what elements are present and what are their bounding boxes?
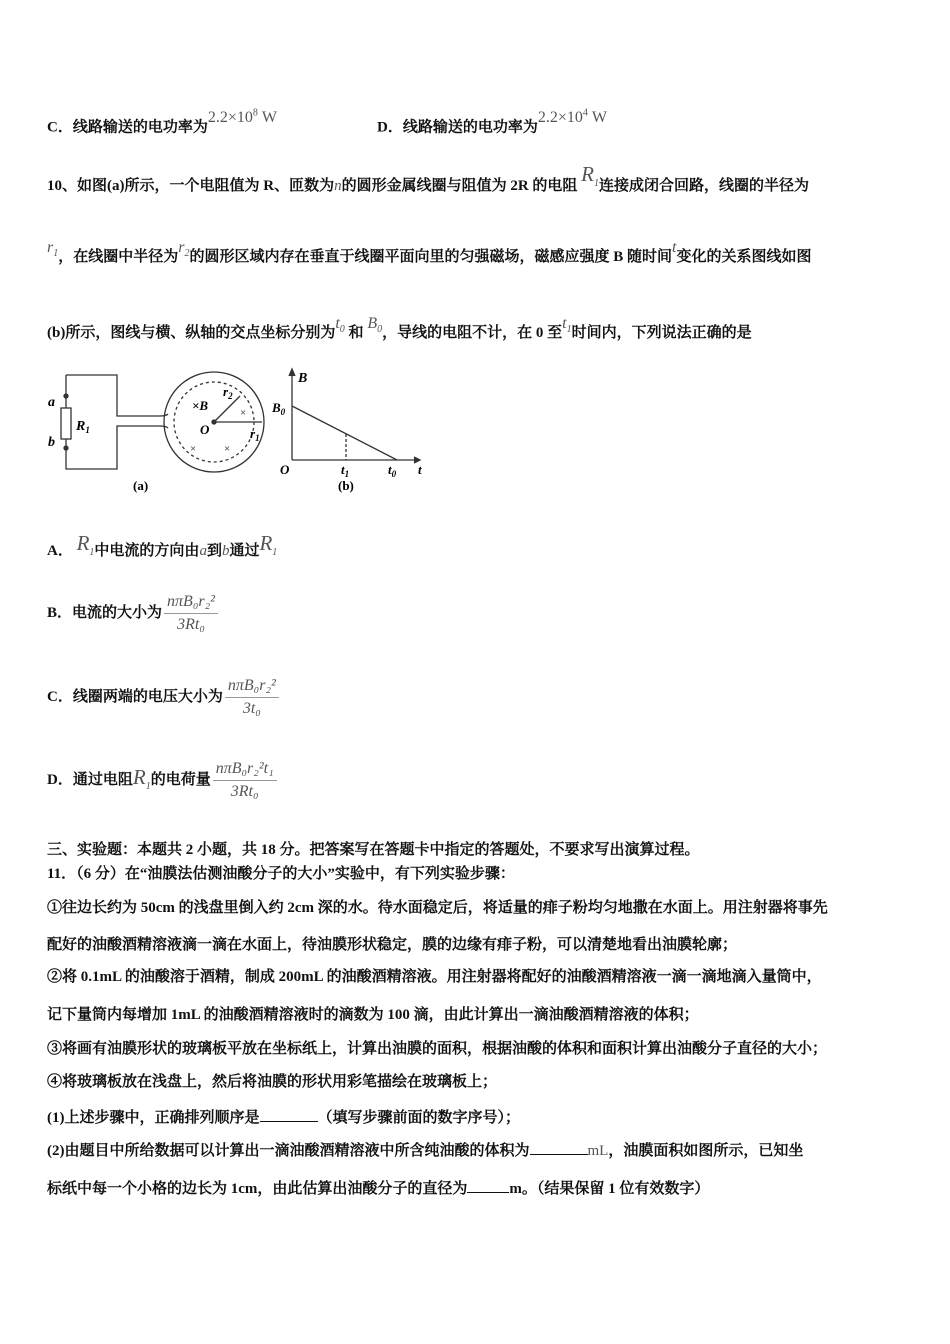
q9-option-d	[377, 108, 607, 137]
q11-step1-line1: ①往边长约为 50cm 的浅盘里倒入约 2cm 深的水。待水面稳定后，将适量的痱子粉均匀地撒在水面上。用注射器将事先	[47, 900, 828, 916]
math-r1	[47, 239, 59, 260]
symbol: t	[562, 315, 567, 332]
math-a: a	[199, 543, 207, 559]
q10-stem-line1	[47, 162, 810, 203]
text: m。（结果保留 1 位有效数字）	[509, 1181, 710, 1197]
node-a	[64, 394, 68, 398]
subscript: 1	[594, 178, 599, 190]
resistor-R1	[61, 408, 71, 439]
symbol: R	[76, 531, 90, 555]
label-t1	[341, 462, 349, 479]
symbol: R	[76, 419, 86, 434]
label-a: a	[48, 395, 55, 410]
svg-text:×: ×	[190, 443, 197, 455]
text: (1)上述步骤中，正确排列顺序是	[47, 1110, 260, 1126]
text: 10、如图(a)所示，一个电阻值为 R、匝数为	[47, 178, 335, 194]
label-r1	[250, 426, 260, 443]
q10-stem-line2	[47, 239, 812, 273]
text: 线圈两端的电压大小为	[72, 688, 223, 705]
symbol: R	[581, 162, 594, 186]
subscript: 1	[272, 547, 278, 559]
subscript: 0	[391, 469, 397, 479]
label-O: O	[200, 422, 210, 437]
text: 通过电阻	[72, 771, 133, 788]
text: 的电荷量	[150, 771, 211, 788]
label-B0	[271, 400, 286, 417]
subscript: 1	[344, 469, 350, 479]
q10-figure	[40, 360, 440, 505]
node-b	[64, 446, 68, 450]
subscript: 0	[339, 324, 345, 336]
math-t1	[562, 315, 572, 336]
option-label: D．	[377, 119, 403, 136]
axis-label-B: B	[298, 371, 308, 386]
math-B0	[367, 315, 383, 336]
center-O	[212, 420, 216, 424]
fraction	[164, 593, 218, 634]
q11-title: 11．（6 分）在“油膜法估测油酸分子的大小”实验中，有下列实验步骤：	[47, 866, 515, 882]
text: 电流的大小为	[72, 604, 163, 621]
q10-option-d	[47, 760, 277, 801]
fraction	[225, 677, 279, 718]
symbol: r	[178, 239, 185, 256]
q11-part1	[47, 1107, 520, 1128]
math-t0	[335, 315, 345, 336]
q11-step4: ④将玻璃板放在浅盘上，然后将油膜的形状用彩笔描绘在玻璃板上；	[47, 1074, 498, 1090]
r2-arrow	[214, 396, 240, 422]
label-R1	[75, 419, 90, 435]
symbol: R	[259, 531, 273, 555]
value: 2.2×10	[537, 109, 583, 127]
svg-text:×: ×	[224, 443, 231, 455]
denominator: 3t₀	[242, 700, 261, 717]
symbol: t	[341, 462, 345, 477]
label-B: ×B	[192, 398, 209, 413]
axis-label-t: t	[418, 462, 422, 477]
q10-option-c	[47, 677, 279, 718]
symbol: R	[132, 764, 146, 789]
option-label: A．	[47, 543, 73, 559]
numerator: nπB₀r₂²t₁	[213, 760, 277, 781]
math-R1	[581, 162, 599, 190]
subscript: 1	[89, 547, 95, 559]
answer-blank-3[interactable]	[467, 1178, 509, 1193]
q10-stem-line3	[47, 315, 752, 349]
math-R1	[76, 531, 95, 559]
subscript: 1	[566, 324, 572, 336]
text: （填写步骤前面的数字序号）；	[317, 1110, 521, 1126]
text: 的圆形金属线圈与阻值为 2R 的电阻	[341, 178, 578, 194]
value: 2.2×10	[207, 109, 253, 127]
power-value	[538, 109, 607, 126]
B-axis-arrow	[289, 369, 295, 376]
subscript: 1	[145, 781, 151, 793]
math-r2	[178, 239, 190, 260]
subscript: 0	[377, 324, 383, 336]
q11-step2-line2: 记下量筒内每增加 1mL 的油酸酒精溶液时的滴数为 100 滴，由此计算出一滴油酸酒精溶液的体积；	[47, 1007, 699, 1023]
B-t-line	[292, 406, 397, 460]
symbol: t	[335, 315, 340, 332]
option-label: C．	[47, 688, 73, 705]
symbol: B	[367, 315, 378, 332]
label-b: b	[48, 435, 55, 450]
unit-mL: mL	[587, 1143, 609, 1159]
denominator: 3Rt₀	[177, 616, 205, 633]
option-label: D．	[47, 771, 73, 788]
text: 时间内，下列说法正确的是	[571, 325, 752, 341]
text: 变化的关系图线如图	[676, 249, 812, 265]
option-text: 线路输送的电功率为	[402, 119, 538, 136]
section-heading: 三、实验题：本题共 2 小题，共 18 分。把答案写在答题卡中指定的答题处，不要求写出演算过程。	[47, 842, 700, 858]
q10-option-b	[47, 593, 218, 634]
wire	[66, 375, 168, 416]
q11-step1-line2: 配好的油酸酒精溶液滴一滴在水面上，待油膜形状稳定，膜的边缘有痱子粉，可以清楚地看出油膜轮廓；	[47, 937, 738, 953]
text: ，油膜面积如图所示，已知坐	[608, 1143, 804, 1159]
option-label: C．	[47, 119, 73, 136]
text: 通过	[229, 543, 260, 559]
subscript: 2	[184, 248, 190, 260]
symbol: t	[388, 462, 392, 477]
fraction	[213, 760, 277, 801]
q9-option-c	[47, 108, 277, 137]
math-t: t	[672, 239, 677, 256]
math-b: b	[221, 543, 230, 559]
text: 的圆形区域内存在垂直于线圈平面向里的匀强磁场，磁感应强度 B 随时间	[189, 249, 672, 265]
q11-step2-line1: ②将 0.1mL 的油酸溶于酒精，制成 200mL 的油酸酒精溶液。用注射器将配好的油酸酒精溶液一滴一滴地滴入量筒中，	[47, 969, 822, 985]
text: 和	[348, 325, 364, 341]
q11-part2-line2	[47, 1178, 709, 1199]
math-R1	[259, 531, 278, 559]
math-n: n	[334, 178, 342, 194]
math-R1	[132, 764, 151, 793]
text: 连接成闭合回路，线圈的半径为	[599, 178, 810, 194]
graph-b	[289, 369, 420, 463]
option-text: 线路输送的电功率为	[72, 119, 208, 136]
label-origin: O	[280, 462, 290, 477]
unit: W	[587, 109, 607, 127]
subscript: 2	[228, 391, 233, 401]
numerator: nπB₀r₂²	[164, 593, 218, 614]
text: ，在线圈中半径为	[58, 249, 179, 265]
caption-b: (b)	[338, 478, 354, 493]
denominator: 3Rt₀	[230, 783, 259, 800]
unit: W	[257, 109, 277, 127]
label-t0	[388, 462, 397, 479]
symbol: r	[223, 384, 229, 399]
text: 标纸中每一个小格的边长为 1cm，由此估算出油酸分子的直径为	[47, 1181, 468, 1197]
subscript: 0	[280, 407, 286, 417]
symbol: r	[47, 239, 54, 256]
exponent: 4	[582, 108, 588, 119]
text: 到	[206, 543, 222, 559]
text: (b)所示，图线与横、纵轴的交点坐标分别为	[47, 325, 336, 341]
symbol: r	[250, 426, 256, 441]
symbol: B	[272, 400, 281, 415]
answer-blank-2[interactable]	[530, 1140, 588, 1155]
exponent: 8	[252, 108, 258, 119]
text: (2)由题目中所给数据可以计算出一滴油酸酒精溶液中所含纯油酸的体积为	[47, 1143, 530, 1159]
caption-a: (a)	[133, 478, 149, 493]
power-value	[208, 109, 277, 126]
q11-step3: ③将画有油膜形状的玻璃板平放在坐标纸上，计算出油膜的面积，根据油酸的体积和面积计算出油酸分子直径的大小；	[47, 1041, 828, 1057]
subscript: 1	[85, 425, 90, 435]
text: 中电流的方向由	[94, 543, 200, 559]
q10-option-a	[47, 531, 278, 568]
svg-text:×: ×	[240, 407, 247, 419]
q11-part2-line1	[47, 1140, 803, 1161]
subscript: 1	[255, 433, 260, 443]
option-label: B．	[47, 604, 73, 621]
circuit-diagram-a	[61, 372, 264, 472]
numerator: nπB₀r₂²	[225, 677, 279, 698]
answer-blank-1[interactable]	[260, 1107, 318, 1122]
text: ，导线的电阻不计，在 0 至	[382, 325, 563, 341]
subscript: 1	[53, 248, 59, 260]
field-crosses	[190, 407, 246, 455]
